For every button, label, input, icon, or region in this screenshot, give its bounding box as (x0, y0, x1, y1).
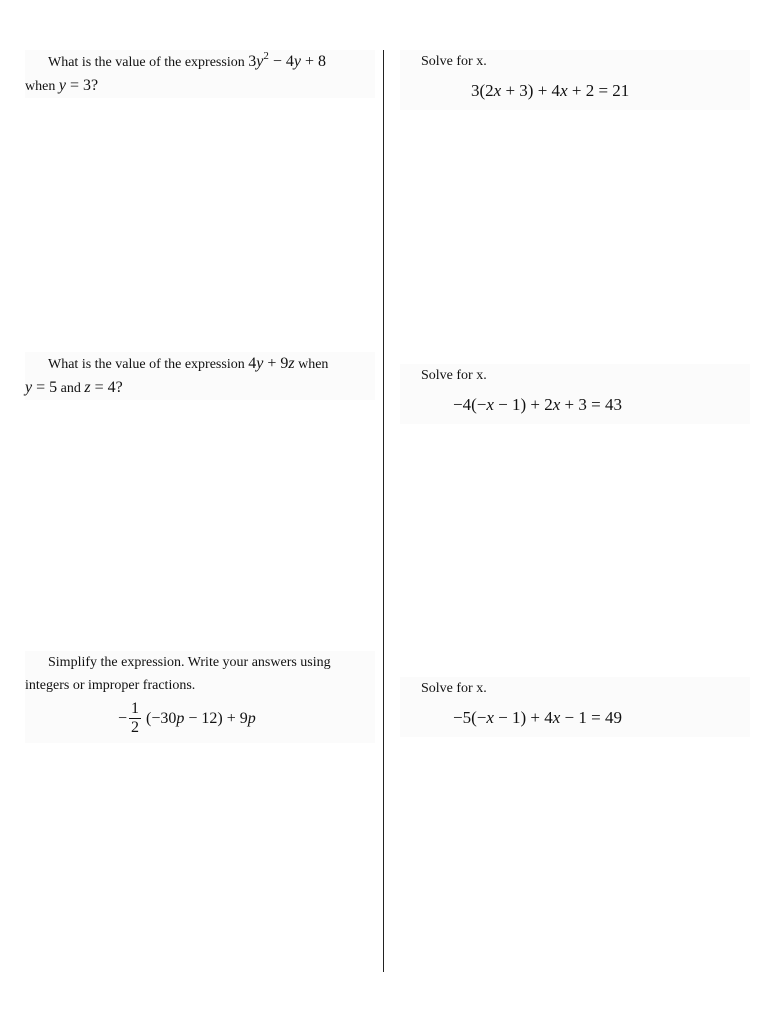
problem-2-text: What is the value of the expression (48, 357, 245, 372)
solve-problem-2 (400, 364, 750, 424)
problem-1-condition: y = 3? (58, 77, 99, 94)
solve-problem-1 (400, 50, 750, 110)
problem-3-sign: − (118, 710, 128, 727)
equation-2: −4(−x − 1) + 2x + 3 = 43 (453, 395, 622, 414)
solve-label-2: Solve for x. (421, 368, 487, 383)
problem-2 (25, 352, 375, 400)
problem-3-expression (25, 700, 375, 737)
fraction-numerator: 1 (131, 700, 140, 717)
problem-3-fraction (129, 700, 141, 737)
problem-3-rest: (−30p − 12) + 9p (146, 710, 256, 727)
problem-3-instruction-line-1: Simplify the expression. Write your answers using (48, 655, 331, 670)
problem-3-instruction-line-2: integers or improper fractions. (25, 678, 196, 693)
problem-2-and: and (60, 381, 81, 396)
problem-2-condition-2: z = 4? (84, 379, 123, 396)
problem-3 (25, 651, 375, 743)
problem-1-expression: $3y^2 - 4y + 8$ (248, 50, 326, 70)
problem-2-condition-1: y = 5 (25, 379, 58, 396)
equation-1: 3(2x + 3) + 4x + 2 = 21 (471, 81, 630, 100)
solve-problem-3 (400, 677, 750, 737)
problem-1-when: when (25, 79, 56, 94)
problem-1-text: What is the value of the expression (48, 55, 245, 70)
solve-label-3: Solve for x. (421, 681, 487, 696)
solve-label-1: Solve for x. (421, 54, 487, 69)
equation-3: −5(−x − 1) + 4x − 1 = 49 (453, 708, 622, 727)
problem-1 (25, 50, 375, 98)
column-divider (383, 50, 384, 972)
problem-2-expression: 4y + 9z (248, 355, 295, 372)
fraction-denominator: 2 (131, 719, 140, 736)
problem-2-when: when (298, 357, 329, 372)
